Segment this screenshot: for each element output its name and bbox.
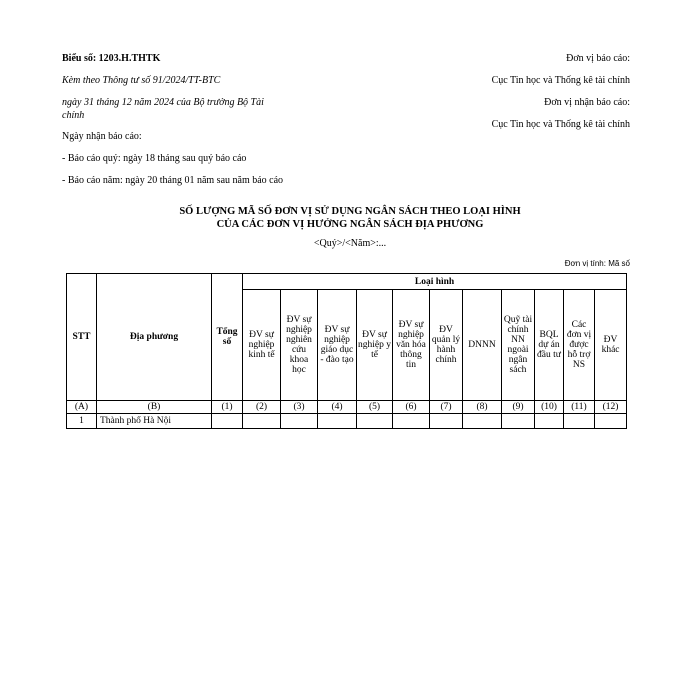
code-cell: (1) — [212, 401, 243, 414]
form-info-right — [390, 52, 630, 140]
code-cell: (9) — [502, 401, 535, 414]
quarterly-deadline: - Báo cáo quý: ngày 18 tháng sau quý báo cáo — [62, 153, 247, 164]
receive-date-label: Ngày nhận báo cáo: — [62, 131, 142, 142]
report-title-line1: SỐ LƯỢNG MÃ SỐ ĐƠN VỊ SỬ DỤNG NGÂN SÁCH THEO LOẠI HÌNH — [179, 206, 521, 217]
row-value-cell[interactable] — [393, 414, 430, 429]
unit-note: Đơn vị tính: Mã số — [564, 259, 630, 268]
row-value-cell[interactable] — [357, 414, 393, 429]
header-type-education: ĐV sự nghiệp giáo dục - đào tạo — [318, 290, 357, 401]
code-cell: (A) — [67, 401, 97, 414]
row-value-cell[interactable] — [463, 414, 502, 429]
column-code-row — [67, 401, 627, 414]
receiving-unit-label: Đơn vị nhận báo cáo: — [544, 97, 630, 108]
receiving-unit: Cục Tin học và Thống kê tài chính — [491, 119, 630, 130]
header-stt: STT — [67, 274, 97, 401]
header-type-soe: DNNN — [463, 290, 502, 401]
header-locality: Địa phương — [97, 274, 212, 401]
code-cell: (7) — [430, 401, 463, 414]
code-cell: (3) — [281, 401, 318, 414]
code-cell: (B) — [97, 401, 212, 414]
form-code: Biểu số: 1203.H.THTK — [62, 53, 161, 64]
issue-date: ngày 31 tháng 12 năm 2024 của Bộ trưởng Bộ Tài chính — [62, 97, 264, 121]
row-locality: Thành phố Hà Nội — [97, 414, 212, 429]
reporting-unit: Cục Tin học và Thống kê tài chính — [491, 75, 630, 86]
form-info-left — [62, 52, 312, 196]
row-value-cell[interactable] — [318, 414, 357, 429]
row-stt: 1 — [67, 414, 97, 429]
row-value-cell[interactable] — [430, 414, 463, 429]
header-type-supported: Các đơn vị được hỗ trợ NS — [564, 290, 595, 401]
code-cell: (10) — [535, 401, 564, 414]
table-row — [67, 414, 627, 429]
code-cell: (2) — [243, 401, 281, 414]
header-type-fund: Quỹ tài chính NN ngoài ngân sách — [502, 290, 535, 401]
header-type-health: ĐV sự nghiệp y tế — [357, 290, 393, 401]
code-cell: (11) — [564, 401, 595, 414]
header-type-admin: ĐV quản lý hành chính — [430, 290, 463, 401]
header-total: Tổng số — [212, 274, 243, 401]
header-type-economic: ĐV sự nghiệp kinh tế — [243, 290, 281, 401]
code-cell: (5) — [357, 401, 393, 414]
header-type-other: ĐV khác — [595, 290, 627, 401]
header-type-culture: ĐV sự nghiệp văn hóa thông tin — [393, 290, 430, 401]
row-total-cell[interactable] — [212, 414, 243, 429]
report-table — [66, 273, 627, 429]
header-type-research: ĐV sự nghiệp nghiên cứu khoa học — [281, 290, 318, 401]
row-value-cell[interactable] — [595, 414, 627, 429]
row-value-cell[interactable] — [502, 414, 535, 429]
report-title — [80, 205, 620, 231]
header-type-pmb: BQL dự án đầu tư — [535, 290, 564, 401]
circular-ref: Kèm theo Thông tư số 91/2024/TT-BTC — [62, 75, 221, 86]
code-cell: (8) — [463, 401, 502, 414]
annual-deadline: - Báo cáo năm: ngày 20 tháng 01 năm sau năm báo cáo — [62, 175, 284, 186]
row-value-cell[interactable] — [564, 414, 595, 429]
report-title-line2: CỦA CÁC ĐƠN VỊ HƯỞNG NGÂN SÁCH ĐỊA PHƯƠNG — [216, 219, 484, 230]
row-value-cell[interactable] — [243, 414, 281, 429]
code-cell: (4) — [318, 401, 357, 414]
header-type-group: Loại hình — [243, 274, 627, 290]
code-cell: (12) — [595, 401, 627, 414]
row-value-cell[interactable] — [281, 414, 318, 429]
report-period: <Quý>/<Năm>:... — [313, 238, 387, 249]
reporting-unit-label: Đơn vị báo cáo: — [566, 53, 630, 64]
code-cell: (6) — [393, 401, 430, 414]
row-value-cell[interactable] — [535, 414, 564, 429]
